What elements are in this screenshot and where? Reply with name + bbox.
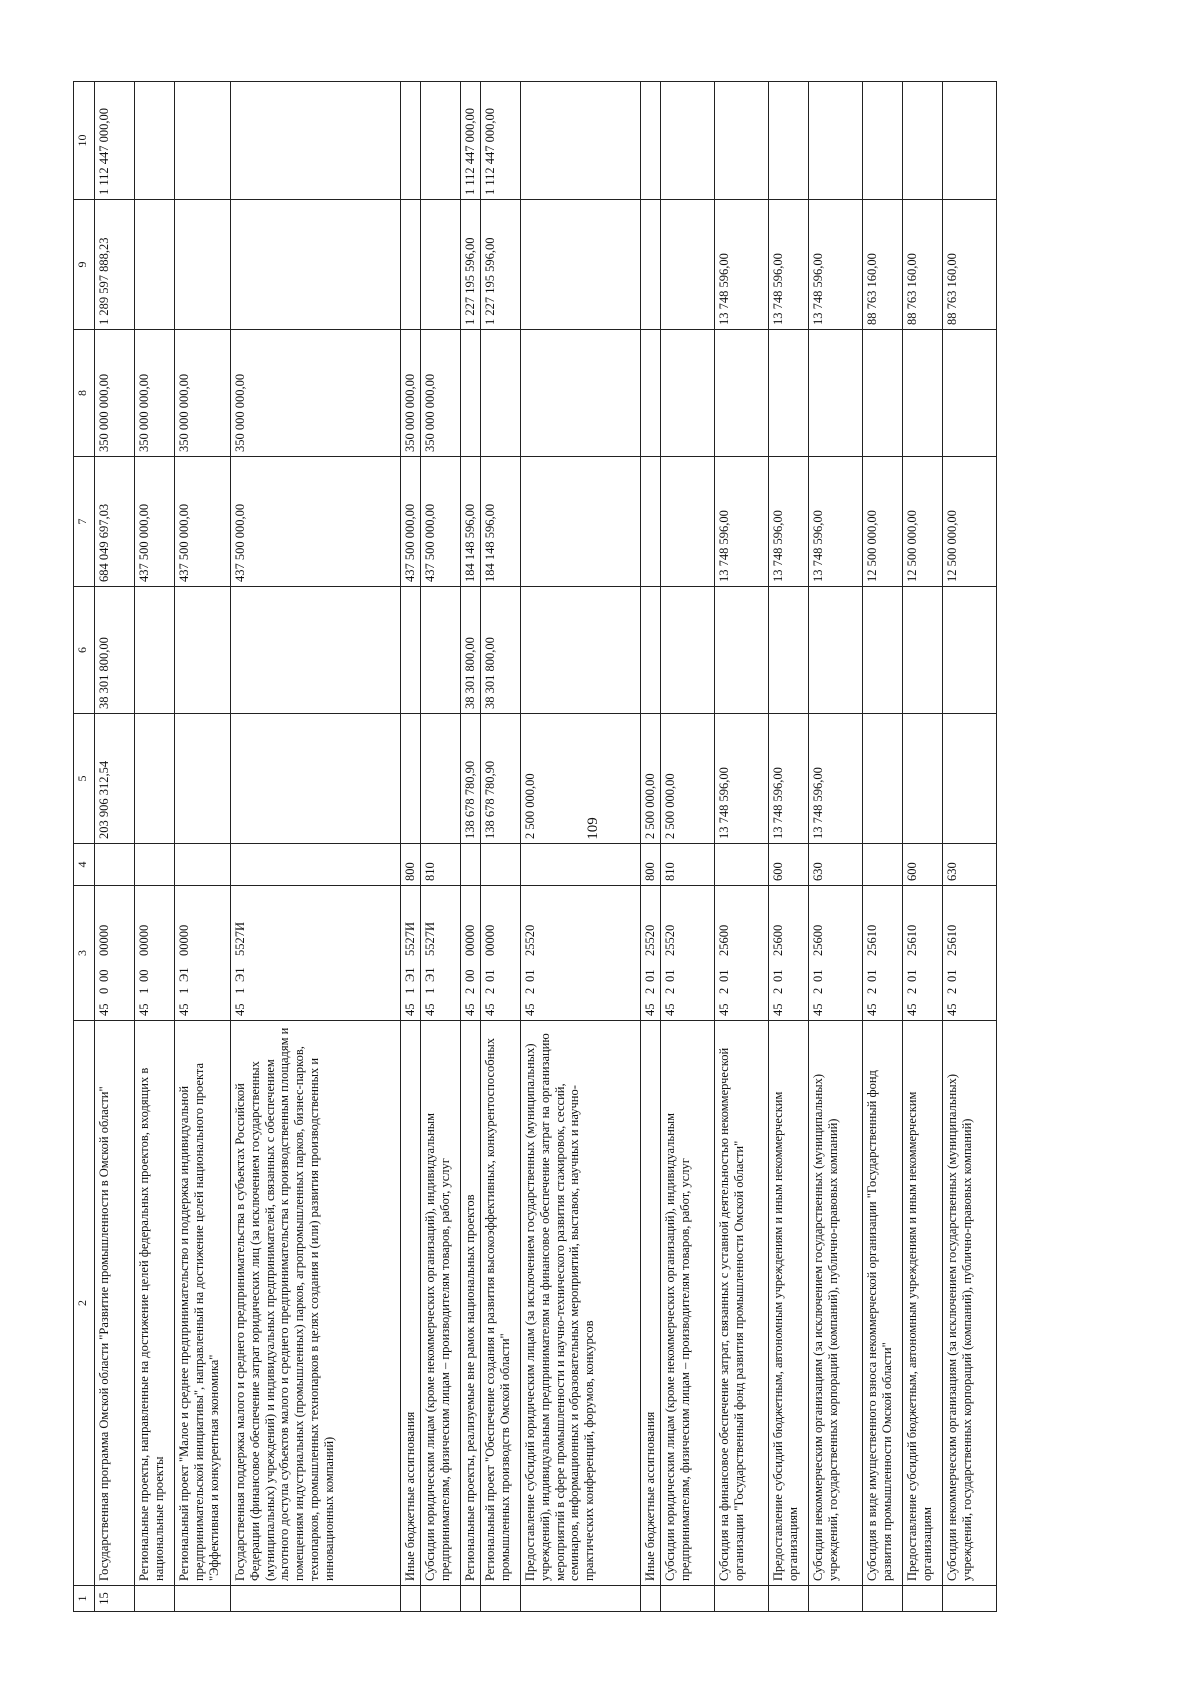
amount-col10 — [231, 82, 401, 200]
expense-type — [461, 844, 481, 886]
row-number — [461, 1586, 481, 1612]
amount-col10 — [769, 82, 809, 200]
row-number — [641, 1586, 661, 1612]
classification-code: 4520000000 — [461, 886, 481, 1021]
table-row — [903, 82, 943, 1612]
row-name: Субсидии некоммерческим организациям (за исключением государственных (муниципальных) учреждений, государственных корпораций (компаний), публично-правовых компаний) — [943, 1021, 997, 1586]
table-row — [95, 82, 135, 1612]
amount-col5 — [401, 714, 421, 844]
expense-type: 810 — [421, 844, 461, 886]
amount-col6 — [809, 587, 863, 714]
amount-col9: 13 748 596,00 — [769, 200, 809, 330]
budget-table — [73, 81, 997, 1612]
amount-col6 — [401, 587, 421, 714]
row-name: Субсидии юридическим лицам (кроме некоммерческих организаций), индивидуальным предпринимателям, физическим лицам – производителям товаров, работ, услуг — [661, 1021, 715, 1586]
table-row — [231, 82, 401, 1612]
row-number — [809, 1586, 863, 1612]
amount-col9: 1 227 195 596,00 — [481, 200, 521, 330]
table-row — [715, 82, 769, 1612]
amount-col8 — [661, 330, 715, 457]
classification-code: 4500000000 — [95, 886, 135, 1021]
header-row — [74, 82, 95, 1612]
table-row — [769, 82, 809, 1612]
amount-col8 — [461, 330, 481, 457]
expense-type: 800 — [641, 844, 661, 886]
row-number — [769, 1586, 809, 1612]
amount-col6 — [641, 587, 661, 714]
amount-col9: 88 763 160,00 — [903, 200, 943, 330]
expense-type: 810 — [661, 844, 715, 886]
amount-col7 — [521, 457, 641, 587]
row-name: Предоставление субсидий бюджетным, автономным учреждениям и иным некоммерческим организациям — [769, 1021, 809, 1586]
expense-type: 630 — [809, 844, 863, 886]
amount-col10 — [715, 82, 769, 200]
amount-col6 — [135, 587, 175, 714]
amount-col8 — [943, 330, 997, 457]
classification-code: 4520125610 — [903, 886, 943, 1021]
row-name: Региональный проект "Обеспечение создания и развития высокоэффективных, конкурентоспособных промышленных производств Омской области" — [481, 1021, 521, 1586]
expense-type: 600 — [903, 844, 943, 886]
amount-col6 — [421, 587, 461, 714]
amount-col7: 437 500 000,00 — [231, 457, 401, 587]
amount-col9: 13 748 596,00 — [715, 200, 769, 330]
classification-code: 4520125520 — [521, 886, 641, 1021]
amount-col6: 38 301 800,00 — [481, 587, 521, 714]
column-header: 2 — [74, 1021, 95, 1586]
amount-col8 — [809, 330, 863, 457]
row-name: Государственная поддержка малого и среднего предпринимательства в субъектах Российской Федерации (финансовое обеспечение затрат юридических лиц (за исключением государственных (муниципальных) учреждений) и индивидуальных предпринимателей, связанных с обеспечением льготного доступа субъектов малого и среднего предпринимательства к производственным площадям и помещениям индустриальных (промышленных) парков, агропромышленных парков, бизнес-парков, технопарков, промышленных технопарков в целях создания и (или) развития производственных и инновационных компаний) — [231, 1021, 401, 1586]
amount-col10 — [421, 82, 461, 200]
amount-col9 — [175, 200, 231, 330]
page-number: 109 — [584, 817, 601, 840]
amount-col5 — [903, 714, 943, 844]
amount-col7: 437 500 000,00 — [401, 457, 421, 587]
table-row — [421, 82, 461, 1612]
expense-type — [95, 844, 135, 886]
classification-code: 4520125610 — [943, 886, 997, 1021]
table-row — [863, 82, 903, 1612]
row-number — [715, 1586, 769, 1612]
row-name: Субсидии некоммерческим организациям (за исключением государственных (муниципальных) учреждений, государственных корпораций (компаний), публично-правовых компаний) — [809, 1021, 863, 1586]
row-number — [943, 1586, 997, 1612]
amount-col6 — [943, 587, 997, 714]
amount-col9: 88 763 160,00 — [863, 200, 903, 330]
amount-col7: 437 500 000,00 — [421, 457, 461, 587]
table-row — [461, 82, 481, 1612]
amount-col7: 437 500 000,00 — [175, 457, 231, 587]
table-row — [135, 82, 175, 1612]
amount-col6 — [175, 587, 231, 714]
amount-col6: 38 301 800,00 — [461, 587, 481, 714]
amount-col10 — [903, 82, 943, 200]
amount-col7: 184 148 596,00 — [481, 457, 521, 587]
classification-code: 451Э15527И — [231, 886, 401, 1021]
expense-type — [863, 844, 903, 886]
amount-col9: 1 289 597 888,23 — [95, 200, 135, 330]
row-number — [903, 1586, 943, 1612]
row-name: Региональные проекты, реализуемые вне рамок национальных проектов — [461, 1021, 481, 1586]
row-number — [661, 1586, 715, 1612]
row-name: Предоставление субсидий бюджетным, автономным учреждениям и иным некоммерческим организациям — [903, 1021, 943, 1586]
amount-col6 — [903, 587, 943, 714]
table-row — [521, 82, 641, 1612]
amount-col5 — [231, 714, 401, 844]
column-header: 4 — [74, 844, 95, 886]
row-name: Региональные проекты, направленные на достижение целей федеральных проектов, входящих в национальные проекты — [135, 1021, 175, 1586]
amount-col7 — [641, 457, 661, 587]
column-header: 6 — [74, 587, 95, 714]
rotated-page — [73, 82, 1173, 1612]
amount-col5 — [863, 714, 903, 844]
table-row — [401, 82, 421, 1612]
amount-col10 — [401, 82, 421, 200]
amount-col9 — [521, 200, 641, 330]
amount-col7: 13 748 596,00 — [715, 457, 769, 587]
row-name: Иные бюджетные ассигнования — [641, 1021, 661, 1586]
amount-col6 — [863, 587, 903, 714]
table-row — [809, 82, 863, 1612]
expense-type — [175, 844, 231, 886]
amount-col8 — [521, 330, 641, 457]
amount-col9 — [231, 200, 401, 330]
row-name: Субсидия в виде имущественного взноса некоммерческой организации "Государственный фонд развития промышленности Омской области" — [863, 1021, 903, 1586]
amount-col10 — [809, 82, 863, 200]
amount-col6 — [661, 587, 715, 714]
amount-col5: 13 748 596,00 — [809, 714, 863, 844]
amount-col10: 1 112 447 000,00 — [481, 82, 521, 200]
amount-col5: 138 678 780,90 — [461, 714, 481, 844]
row-number — [421, 1586, 461, 1612]
classification-code: 451Э100000 — [175, 886, 231, 1021]
amount-col7: 684 049 697,03 — [95, 457, 135, 587]
amount-col5: 2 500 000,00 — [661, 714, 715, 844]
amount-col6 — [231, 587, 401, 714]
amount-col9 — [641, 200, 661, 330]
amount-col10: 1 112 447 000,00 — [461, 82, 481, 200]
amount-col7: 437 500 000,00 — [135, 457, 175, 587]
amount-col9 — [401, 200, 421, 330]
amount-col5: 13 748 596,00 — [769, 714, 809, 844]
amount-col5 — [421, 714, 461, 844]
column-header: 7 — [74, 457, 95, 587]
expense-type — [231, 844, 401, 886]
amount-col10 — [641, 82, 661, 200]
amount-col9: 1 227 195 596,00 — [461, 200, 481, 330]
amount-col5: 13 748 596,00 — [715, 714, 769, 844]
table-row — [943, 82, 997, 1612]
row-number — [401, 1586, 421, 1612]
row-number — [863, 1586, 903, 1612]
classification-code: 4520100000 — [481, 886, 521, 1021]
row-number — [231, 1586, 401, 1612]
amount-col8 — [769, 330, 809, 457]
amount-col9 — [421, 200, 461, 330]
column-header: 10 — [74, 82, 95, 200]
amount-col8: 350 000 000,00 — [401, 330, 421, 457]
classification-code: 4520125520 — [661, 886, 715, 1021]
amount-col6 — [715, 587, 769, 714]
row-number — [521, 1586, 641, 1612]
amount-col8: 350 000 000,00 — [95, 330, 135, 457]
amount-col5: 2 500 000,00 — [641, 714, 661, 844]
amount-col10 — [135, 82, 175, 200]
amount-col8 — [903, 330, 943, 457]
amount-col9 — [661, 200, 715, 330]
row-name: Субсидии юридическим лицам (кроме некоммерческих организаций), индивидуальным предпринимателям, физическим лицам – производителям товаров, работ, услуг — [421, 1021, 461, 1586]
amount-col9: 88 763 160,00 — [943, 200, 997, 330]
expense-type: 600 — [769, 844, 809, 886]
amount-col5: 203 906 312,54 — [95, 714, 135, 844]
column-header: 3 — [74, 886, 95, 1021]
amount-col7: 12 500 000,00 — [943, 457, 997, 587]
expense-type: 630 — [943, 844, 997, 886]
row-number — [175, 1586, 231, 1612]
row-name: Предоставление субсидий юридическим лицам (за исключением государственных (муниципальных) учреждений), индивидуальным предпринимателям на финансовое обеспечение затрат на организацию мероприятий в сфере промышленности и научно-технического развития стажировок, сессий, семинаров, информационных и образовательных мероприятий, выставок, научных и научно-практических конференций, форумов, конкурсов — [521, 1021, 641, 1586]
amount-col10 — [661, 82, 715, 200]
classification-code: 4520125600 — [769, 886, 809, 1021]
amount-col8 — [715, 330, 769, 457]
amount-col8: 350 000 000,00 — [175, 330, 231, 457]
amount-col10 — [863, 82, 903, 200]
expense-type — [135, 844, 175, 886]
amount-col8: 350 000 000,00 — [421, 330, 461, 457]
amount-col7: 12 500 000,00 — [903, 457, 943, 587]
row-number — [481, 1586, 521, 1612]
row-name: Иные бюджетные ассигнования — [401, 1021, 421, 1586]
row-number: 15 — [95, 1586, 135, 1612]
amount-col5 — [135, 714, 175, 844]
classification-code: 4510000000 — [135, 886, 175, 1021]
amount-col10 — [175, 82, 231, 200]
amount-col6 — [521, 587, 641, 714]
amount-col8: 350 000 000,00 — [135, 330, 175, 457]
classification-code: 4520125520 — [641, 886, 661, 1021]
amount-col7: 12 500 000,00 — [863, 457, 903, 587]
amount-col5 — [175, 714, 231, 844]
amount-col5 — [943, 714, 997, 844]
amount-col6 — [769, 587, 809, 714]
table-row — [661, 82, 715, 1612]
amount-col6: 38 301 800,00 — [95, 587, 135, 714]
classification-code: 4520125610 — [863, 886, 903, 1021]
classification-code: 4520125600 — [715, 886, 769, 1021]
amount-col10 — [943, 82, 997, 200]
amount-col10 — [521, 82, 641, 200]
row-number — [135, 1586, 175, 1612]
row-name: Региональный проект "Малое и среднее предпринимательство и поддержка индивидуальной предпринимательской инициативы", направленный на достижение целей национального проекта "Эффективная и конкурентная экономика" — [175, 1021, 231, 1586]
classification-code: 451Э15527И — [401, 886, 421, 1021]
amount-col9: 13 748 596,00 — [809, 200, 863, 330]
amount-col8 — [481, 330, 521, 457]
amount-col7: 184 148 596,00 — [461, 457, 481, 587]
amount-col5: 138 678 780,90 — [481, 714, 521, 844]
amount-col10: 1 112 447 000,00 — [95, 82, 135, 200]
amount-col9 — [135, 200, 175, 330]
table-row — [481, 82, 521, 1612]
table-row — [641, 82, 661, 1612]
classification-code: 451Э15527И — [421, 886, 461, 1021]
column-header: 1 — [74, 1586, 95, 1612]
amount-col8: 350 000 000,00 — [231, 330, 401, 457]
row-name: Государственная программа Омской области "Развитие промышленности в Омской области" — [95, 1021, 135, 1586]
column-header: 5 — [74, 714, 95, 844]
amount-col8 — [863, 330, 903, 457]
amount-col7: 13 748 596,00 — [809, 457, 863, 587]
expense-type — [481, 844, 521, 886]
expense-type — [521, 844, 641, 886]
amount-col8 — [641, 330, 661, 457]
amount-col5: 2 500 000,00 — [521, 714, 641, 844]
expense-type: 800 — [401, 844, 421, 886]
classification-code: 4520125600 — [809, 886, 863, 1021]
expense-type — [715, 844, 769, 886]
column-header: 8 — [74, 330, 95, 457]
amount-col7 — [661, 457, 715, 587]
column-header: 9 — [74, 200, 95, 330]
row-name: Субсидия на финансовое обеспечение затрат, связанных с уставной деятельностью некоммерческой организации "Государственный фонд развития промышленности Омской области" — [715, 1021, 769, 1586]
amount-col7: 13 748 596,00 — [769, 457, 809, 587]
table-row — [175, 82, 231, 1612]
